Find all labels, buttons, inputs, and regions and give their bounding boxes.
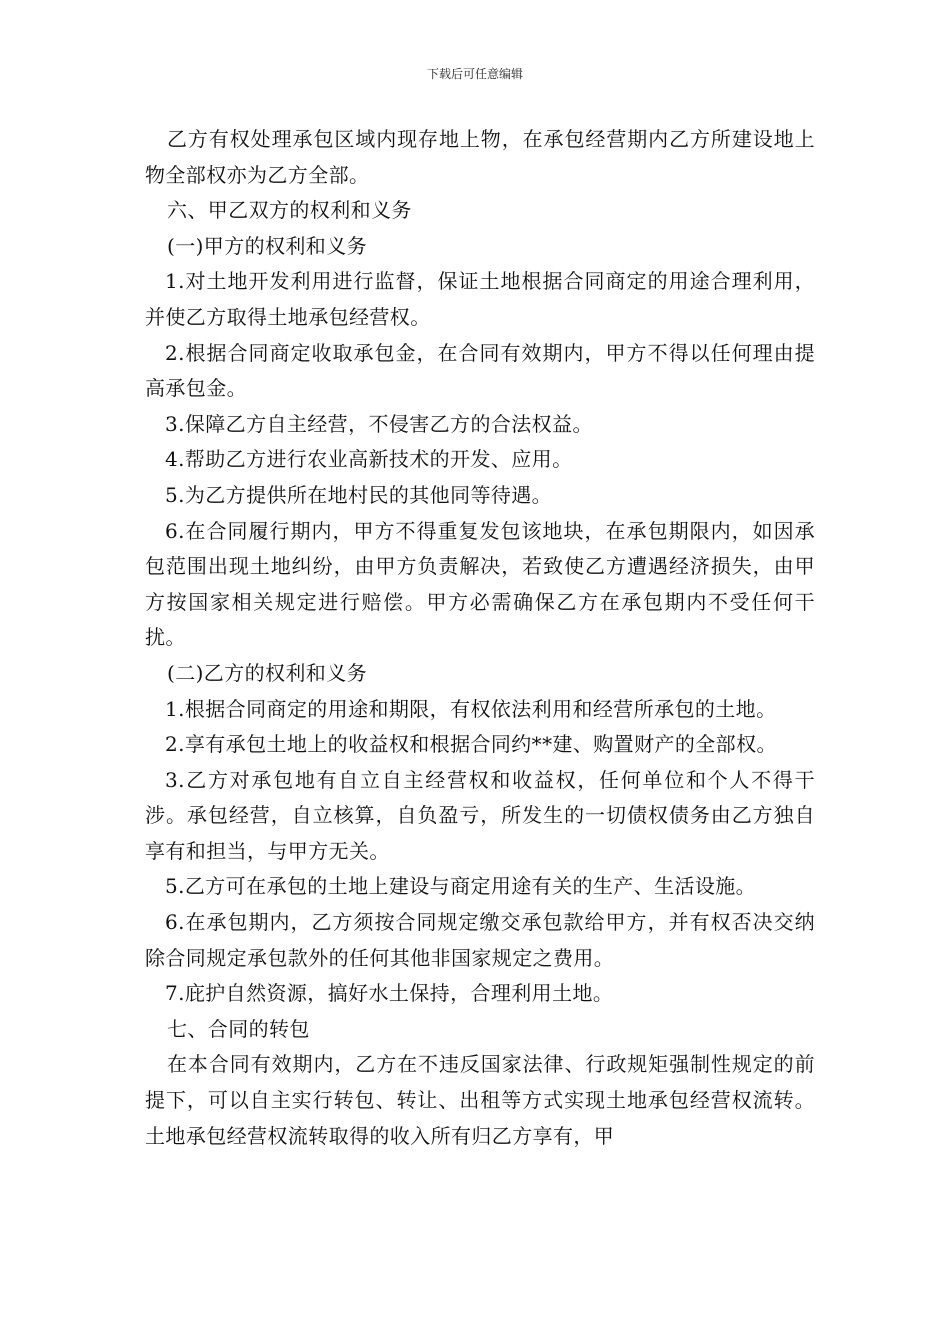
party-a-item-1: 1.对土地开发利用进行监督，保证土地根据合同商定的用途合理利用，并使乙方取得土地承包经营权。: [145, 269, 815, 329]
party-a-item-3: 3.保障乙方自主经营，不侵害乙方的合法权益。: [165, 411, 593, 436]
document-body: [145, 122, 815, 1154]
party-b-item-3: 3.乙方对承包地有自立自主经营权和收益权，任何单位和个人不得干涉。承包经营，自立核算，自负盈亏，所发生的一切债权债务由乙方独自享有和担当，与甲方无关。: [145, 767, 815, 863]
party-a-item-2: 2.根据合同商定收取承包金，在合同有效期内，甲方不得以任何理由提高承包金。: [145, 340, 815, 401]
paragraph-subcontract: 在本合同有效期内，乙方在不违反国家法律、行政规矩强制性规定的前提下，可以自主实行转包、转让、出租等方式实现土地承包经营权流转。土地承包经营权流转取得的收入所有归乙方享有，甲: [145, 1052, 815, 1148]
party-b-item-7: 7.庇护自然资源，搞好水土保持，合理利用土地。: [165, 981, 614, 1006]
party-b-item-5: 5.乙方可在承包的土地上建设与商定用途有关的生产、生活设施。: [165, 874, 757, 899]
section-heading-subcontract: 七、合同的转包: [167, 1016, 310, 1041]
party-a-item-6: 6.在合同履行期内，甲方不得重复发包该地块，在承包期限内，如因承包范围出现土地纠纷，由甲方负责解决，若致使乙方遭遇经济损失，由甲方按国家相关规定进行赔偿。甲方必需确保乙方在承包期内不受任何干扰。: [145, 518, 815, 650]
party-a-item-4: 4.帮助乙方进行农业高新技术的开发、应用。: [165, 447, 573, 472]
page-header: 下载后可任意编辑: [426, 67, 523, 81]
subsection-heading-party-a: (一)甲方的权利和义务: [167, 233, 368, 258]
party-b-item-1: 1.根据合同商定的用途和期限，有权依法利用和经营所承包的土地。: [165, 696, 777, 721]
party-b-item-6: 6.在承包期内，乙方须按合同规定缴交承包款给甲方，并有权否决交纳除合同规定承包款外的任何其他非国家规定之费用。: [145, 910, 815, 970]
paragraph-existing-structures: 乙方有权处理承包区域内现存地上物，在承包经营期内乙方所建设地上物全部权亦为乙方全部。: [145, 127, 815, 187]
party-b-item-2: 2.享有承包土地上的收益权和根据合同约**建、购置财产的全部权。: [165, 732, 777, 757]
section-heading-rights-obligations: 六、甲乙双方的权利和义务: [167, 198, 412, 223]
subsection-heading-party-b: (二)乙方的权利和义务: [167, 660, 368, 685]
party-a-item-5: 5.为乙方提供所在地村民的其他同等待遇。: [165, 482, 553, 507]
